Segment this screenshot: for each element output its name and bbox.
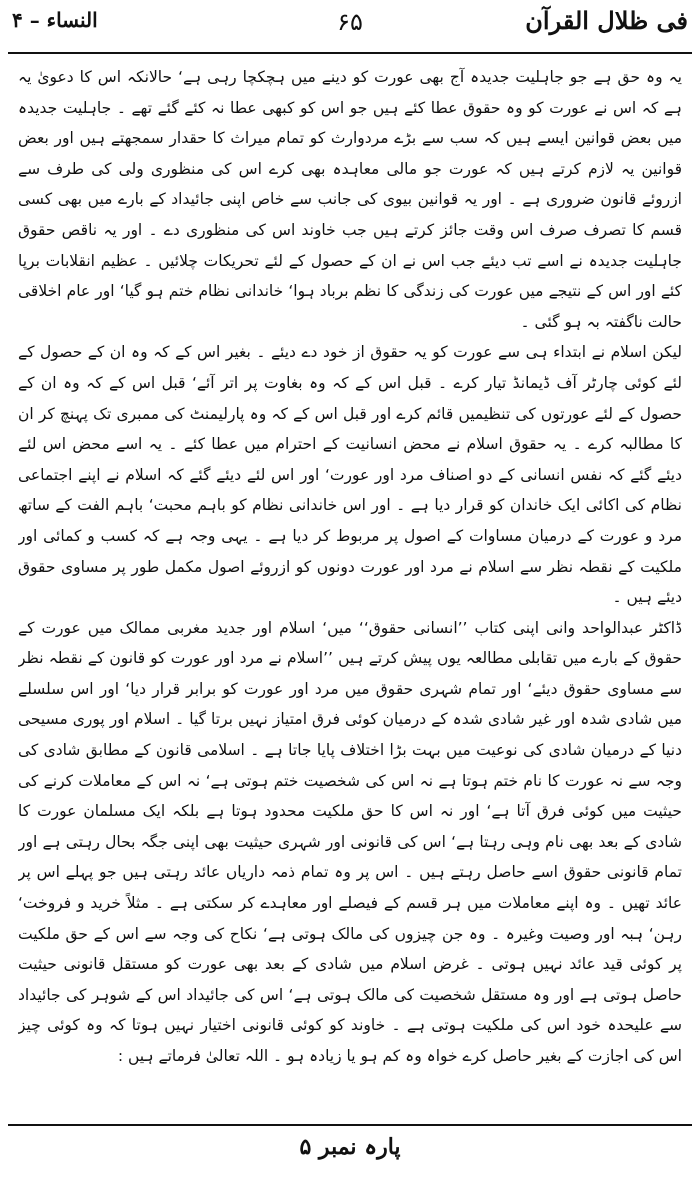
surah-label: النساء – ۴ <box>12 8 98 32</box>
page-number: ۶۵ <box>337 8 363 36</box>
body-text <box>18 62 682 1117</box>
para-number-footer: پارہ نمبر ۵ <box>299 1134 401 1160</box>
paragraph: ڈاکٹر عبدالواحد وانی اپنی کتاب ’’انسانی حقوق‘‘ میں‘ اسلام اور جدید مغربی ممالک میں عورت کے حقوق کے بارے میں تقابلی مطالعہ یوں پیش کرتے ہیں ’’اسلام نے مرد اور عورت کو قانون کے نقطہ نظر سے مساوی حقوق دیئے‘ اور تمام شہری حقوق میں مرد اور عورت کو برابر قرار دیا‘ اور اس سلسلے میں شادی شدہ اور غیر شادی شدہ کے درمیان کوئی فرق امتیاز نہیں برتا گیا ۔ اسلام اور پوری مسیحی دنیا کے درمیان شادی کی نوعیت میں بہت بڑا اختلاف پایا جاتا ہے ۔ اسلامی قانون کے مطابق شادی کی وجہ سے نہ عورت کا نام ختم ہوتا ہے نہ اس کی شخصیت ختم ہوتی ہے‘ نہ اس کے معاملات کرنے کی حیثیت میں کوئی فرق آتا ہے‘ اور نہ اس کا حق ملکیت محدود ہوتا ہے بلکہ ایک مسلمان عورت کا شادی کے بعد بھی نام وہی رہتا ہے‘ اس کی قانونی اور شہری حیثیت بھی اپنی جگہ بحال رہتی ہے اور تمام قانونی حقوق اسے حاصل رہتے ہیں ۔ اس پر وہ تمام ذمہ داریاں عائد رہتی ہیں جو پہلے اس پر عائد تھیں ۔ وہ اپنے معاملات میں ہر قسم کے فیصلے اور معاہدے کر سکتی ہے ۔ مثلاً خرید و فروخت‘ رہن‘ ہبہ اور وصیت وغیرہ ۔ وہ جن چیزوں کی مالک ہوتی ہے‘ نکاح کی وجہ سے اس کے حق ملکیت پر کوئی قید عائد نہیں ہوتی ۔ غرض اسلام میں شادی کے بعد بھی عورت کو مستقل قانونی حیثیت حاصل ہوتی ہے اور وہ مستقل شخصیت کی مالک ہوتی ہے‘ اس کی جائیداد اس کے شوہر کی جائیداد سے علیحدہ خود اس کی ملکیت ہوتی ہے ۔ خاوند کو کوئی قانونی اختیار نہیں ہوتا کہ وہ کوئی چیز اس کی اجازت کے بغیر حاصل کرے خواہ وہ کم ہو یا زیادہ ہو ۔ اللہ تعالیٰ فرماتے ہیں : <box>18 618 682 1065</box>
paragraph: لیکن اسلام نے ابتداء ہی سے عورت کو یہ حقوق از خود دے دیئے ۔ بغیر اس کے کہ وہ ان کے حصول کے لئے کوئی چارٹر آف ڈیمانڈ تیار کرے ۔ قبل اس کے کہ وہ بغاوت پر اتر آئے‘ قبل اس کے کہ وہ ان کے حصول کے لئے عورتوں کی تنظیمیں قائم کرے اور قبل اس کے کہ وہ پارلیمنٹ کی ممبری تک پہنچ کر ان کا مطالبہ کرے ۔ یہ حقوق اسلام نے محض انسانیت کے احترام میں عطا کئے ۔ یہ اسے محض اس لئے دیئے گئے کہ نفس انسانی کے دو اصناف مرد اور عورت‘ اور اس لئے دیئے گئے کہ اسلام نے اپنے اجتماعی نظام کی اکائی ایک خاندان کو قرار دیا ہے ۔ اور اس خاندانی نظام کو باہم محبت‘ باہم الفت کے ساتھ مرد و عورت کے درمیان مساوات کے اصول پر مربوط کر دیا ہے ۔ یہی وجہ ہے کہ کسب و کمائی اور ملکیت کے نقطہ نظر سے اسلام نے مرد اور عورت دونوں کو ازروئے اصول مکمل طور پر مساوی حقوق دیئے ہیں ۔ <box>18 343 682 607</box>
page-header <box>8 0 692 54</box>
header-divider <box>8 52 692 54</box>
footer-divider <box>8 1124 692 1126</box>
book-title: فی ظلال القرآن <box>525 6 688 35</box>
paragraph: یہ وہ حق ہے جو جاہلیت جدیدہ آج بھی عورت کو دینے میں ہچکچا رہی ہے‘ حالانکہ اس کا دعویٰ یہ ہے کہ اس نے عورت کو وہ حقوق عطا کئے ہیں جو اس کو کبھی عطا نہ کئے گئے تھے ۔ جاہلیت جدیدہ میں بعض قوانین ایسے ہیں کہ سب سے بڑے مردوارث کو تمام میراث کا حقدار سمجھتے ہیں اور بعض قوانین یہ لازم کرتے ہیں کہ عورت جو مالی معاہدہ بھی کرے اس کی منظوری ولی کی طرف سے ازروئے قانون ضروری ہے ۔ اور یہ قوانین بیوی کی جانب سے خاص اپنی جائیداد کے بارے میں بھی کسی قسم کا تصرف صرف اس وقت جائز کرتے ہیں جب خاوند اس کی منظوری دے ۔ اور یہ ناقص حقوق جاہلیت جدیدہ نے اسے تب دیئے جب اس نے ان کے حصول کے لئے تحریکات چلائیں ۔ عظیم انقلابات برپا کئے اور اس کے نتیجے میں عورت کی زندگی کا نظم برباد ہوا‘ خاندانی نظام ختم ہو گیا‘ اور عام اخلاقی حالت ناگفتہ بہ ہو گئی ۔ <box>18 68 682 331</box>
